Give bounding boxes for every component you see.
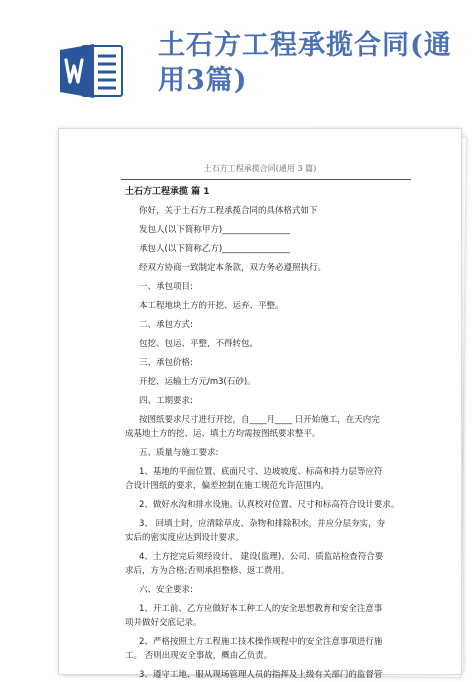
body-line: 五、质量与施工要求: [139, 448, 219, 458]
body-line: 实后的密实度应达到设计要求。 [125, 533, 245, 543]
body-line: 合设计图纸的要求，偏差控制在施工规范允许范围内。 [125, 481, 330, 491]
body-line: 四、工期要求: [139, 396, 193, 406]
body-line: 六、安全要求: [139, 585, 193, 595]
body-line: 1、开工前、乙方应做好本工种工人的安全思想教育和安全注意事 [139, 604, 383, 614]
body-line: 开挖、运输土方元/m3(石砂)。 [139, 377, 256, 387]
hero-banner [0, 0, 474, 125]
section-title: 土石方工程承揽 篇 1 [125, 187, 210, 197]
body-line: 求后，方为合格;否则承担整修、返工费用。 [125, 566, 290, 576]
body-line: 4、土方挖完后须经设计、 建设(监理)、公司、质监站检查符合要 [139, 552, 384, 562]
body-line: 二、承包方式: [139, 320, 193, 330]
body-line: 本工程地块土方的开挖、运弃、平整。 [139, 301, 284, 311]
document-body [125, 186, 425, 682]
body-line: 包挖、包运、平整，不得转包。 [139, 339, 259, 349]
running-header: 土石方工程承揽合同(通用 3 篇) [203, 164, 317, 173]
body-line: 承包人(以下简称乙方)________________ [139, 244, 291, 254]
body-line: 1、基地的平面位置、底面尺寸、边坡坡度、标高和持力层等应符 [139, 467, 383, 477]
page-title: 土石方工程承揽合同(通用3篇) [158, 30, 452, 96]
body-line: 项并做好交底记录。 [125, 618, 202, 628]
body-line: 3、 回填土时，应清除草皮、杂物和排除积水，并应分层夯实，夯 [139, 519, 386, 529]
body-line: 按图纸要求尺寸进行开挖，自____月____ 日开始施工，在天内完 [139, 415, 380, 425]
document-preview [58, 128, 474, 680]
body-line: 工。 否则出现安全事故，概由乙负责。 [125, 651, 273, 661]
body-line: 你好，关于土石方工程承揽合同的具体格式如下 [139, 206, 318, 216]
body-line: 一、承包项目: [139, 282, 193, 292]
header-divider [121, 179, 411, 180]
body-line: 3、遵守工地、服从现场管理人员的指挥及上级有关部门的监督管 [139, 670, 383, 680]
body-line: 2、严格按照土方工程施工技术操作规程中的安全注意事项进行施 [139, 637, 383, 647]
body-line: 2、做好水沟和排水设施。认真校对位置、尺寸和标高符合设计要求。 [139, 500, 400, 510]
document-page [58, 128, 462, 680]
body-line: 三、承包价格: [139, 358, 193, 368]
body-line: 成基地土方的挖、运、填土方均需按图纸要求整平。 [125, 429, 321, 439]
body-line: 经双方协商一致制定本条款，双方务必遵照执行。 [139, 263, 327, 273]
word-icon [58, 42, 124, 100]
body-line: 发包人(以下简称甲方)________________ [139, 225, 291, 235]
